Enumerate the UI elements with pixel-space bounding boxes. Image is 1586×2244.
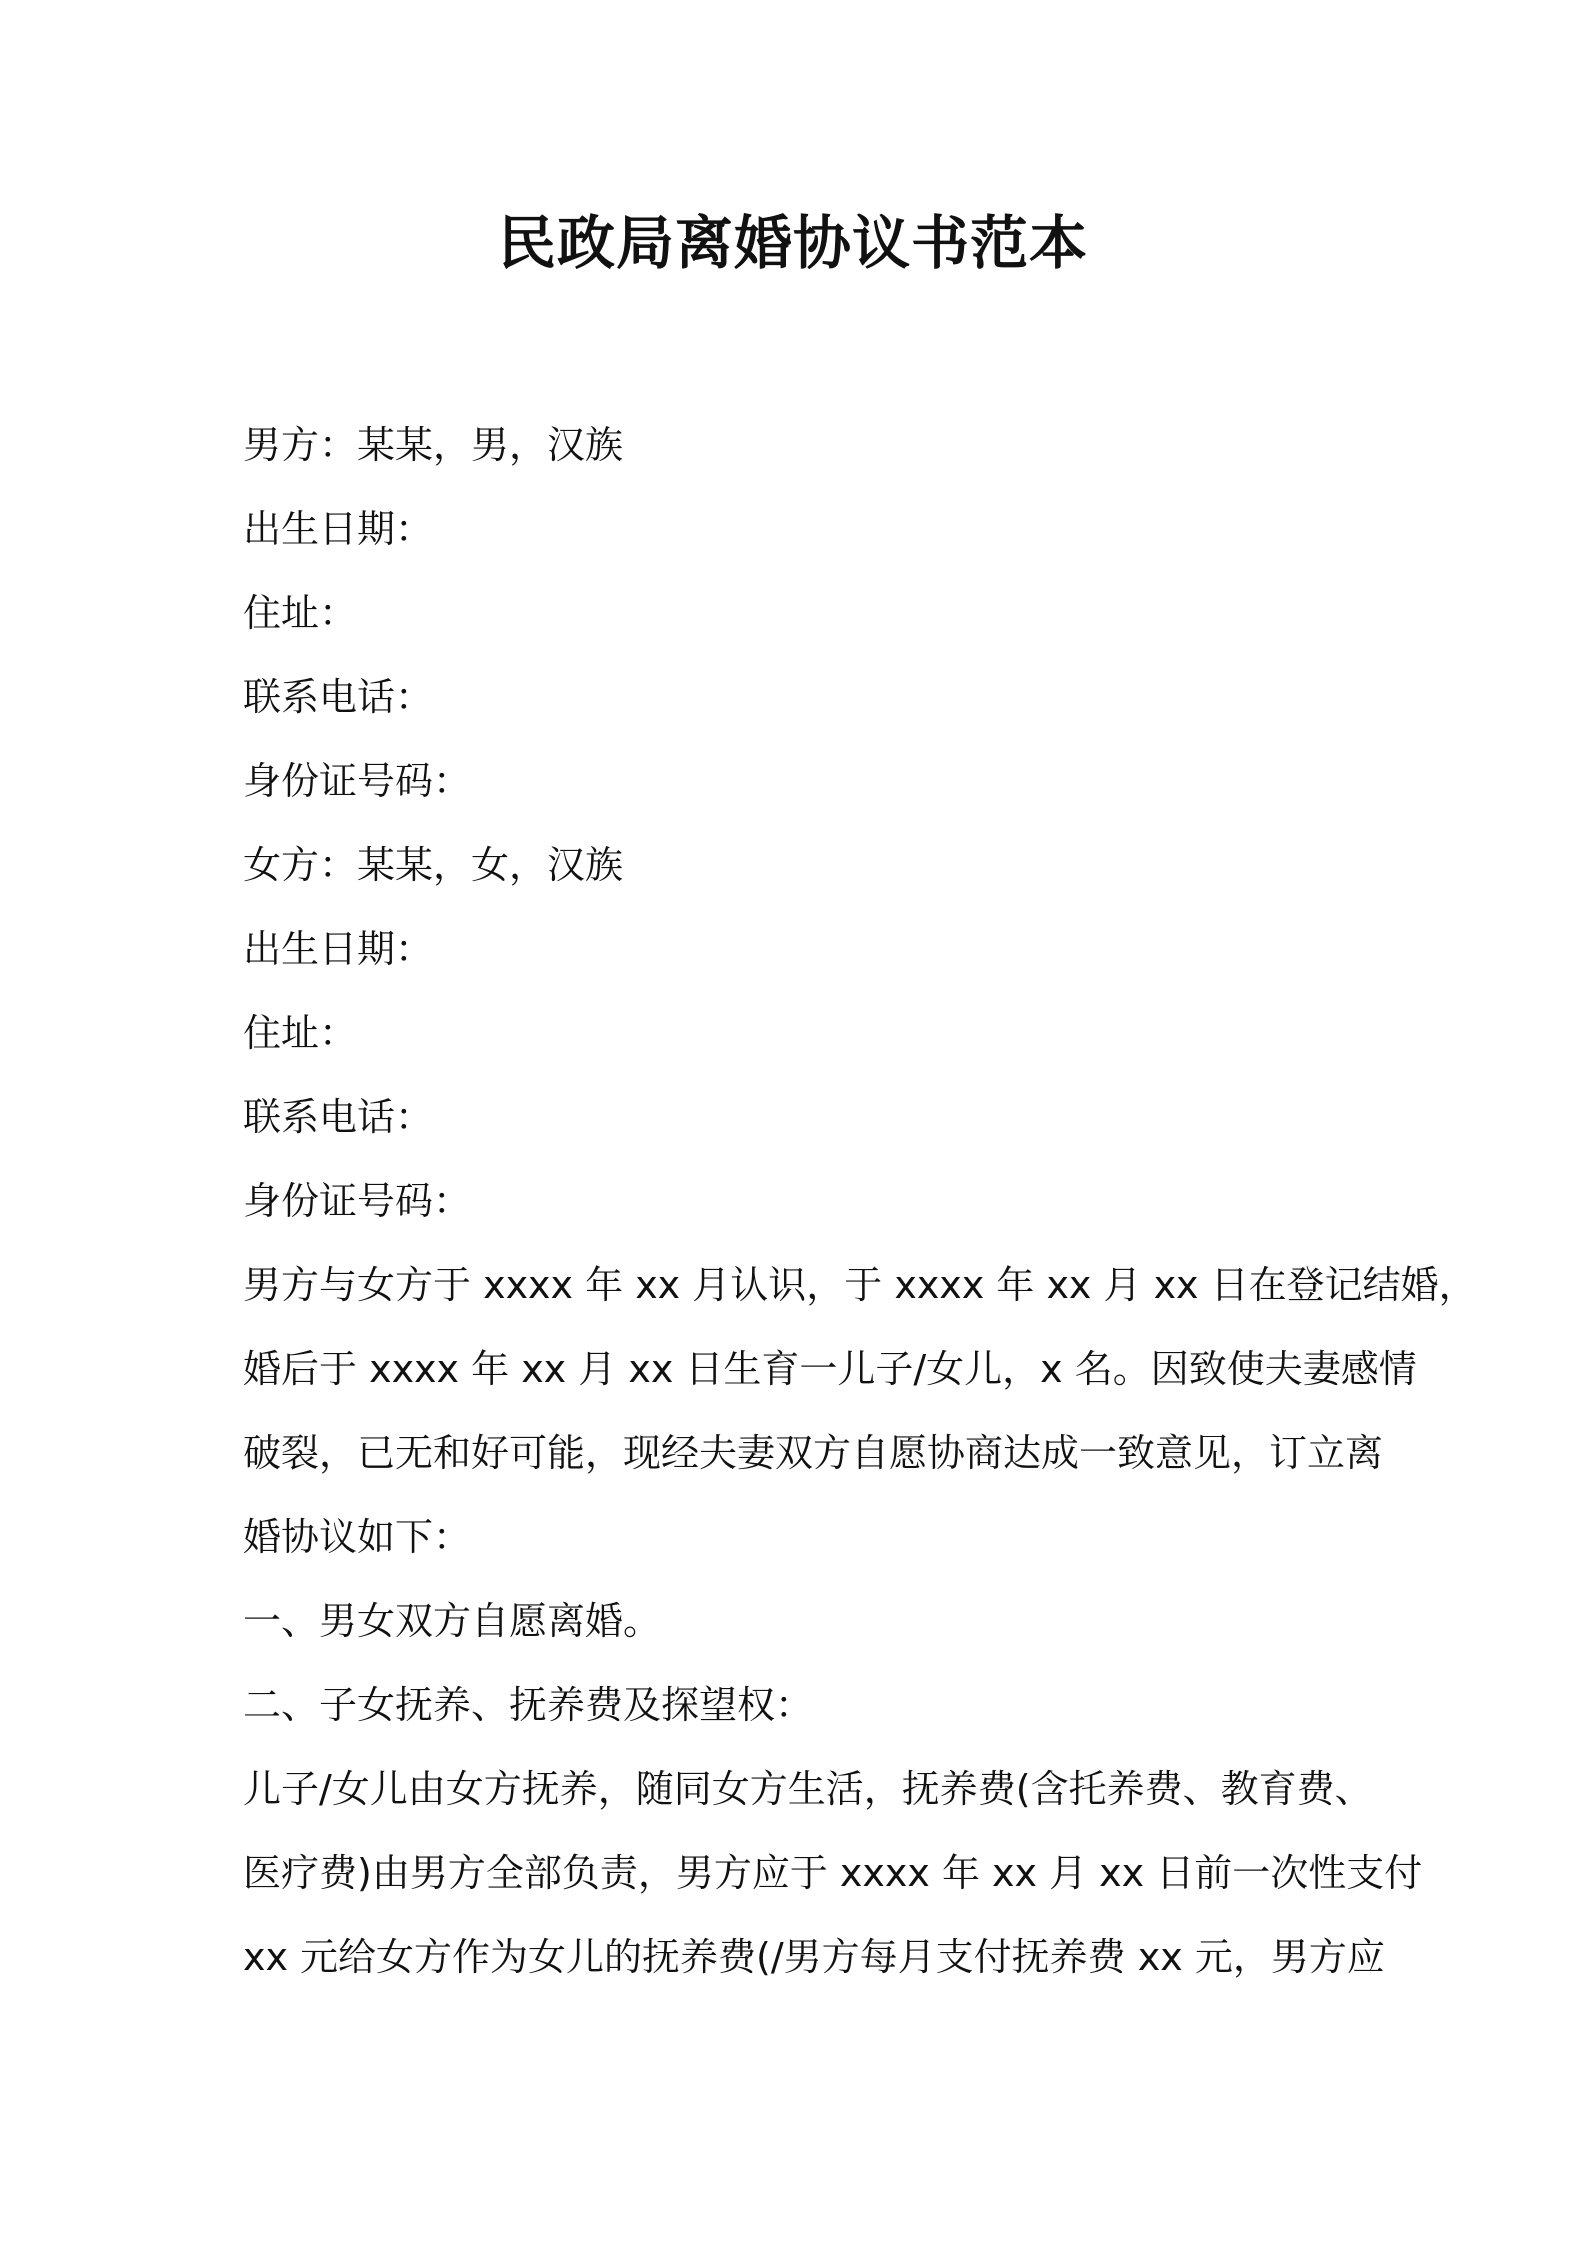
text-line: 身份证号码： (243, 759, 472, 803)
text-line: 出生日期： (243, 927, 434, 971)
text-line: 婚后于 xxxx 年 xx 月 xx 日生育一儿子/女儿，x 名。因致使夫妻感情 (243, 1347, 1417, 1391)
text-line: 出生日期： (243, 507, 434, 551)
document-title: 民政局离婚协议书范本 (497, 209, 1088, 277)
text-line: 一、男女双方自愿离婚。 (243, 1599, 662, 1643)
text-line: 住址： (243, 591, 358, 635)
text-line: 二、子女抚养、抚养费及探望权： (243, 1683, 814, 1727)
text-line: 身份证号码： (243, 1179, 472, 1223)
text-line: 联系电话： (243, 675, 434, 719)
text-line: xx 元给女方作为女儿的抚养费(/男方每月支付抚养费 xx 元，男方应 (243, 1935, 1385, 1979)
text-line: 女方：某某，女，汉族 (243, 843, 624, 887)
text-line: 住址： (243, 1011, 358, 1055)
text-line: 医疗费)由男方全部负责，男方应于 xxxx 年 xx 月 xx 日前一次性支付 (243, 1851, 1423, 1895)
text-line: 男方：某某，男，汉族 (243, 423, 624, 467)
text-line: 破裂，已无和好可能，现经夫妻双方自愿协商达成一致意见，订立离 (243, 1431, 1384, 1475)
text-line: 儿子/女儿由女方抚养，随同女方生活，抚养费(含托养费、教育费、 (243, 1767, 1373, 1811)
text-line: 婚协议如下： (243, 1515, 472, 1559)
document-body (243, 403, 1477, 1999)
text-line: 男方与女方于 xxxx 年 xx 月认识，于 xxxx 年 xx 月 xx 日在登记结婚， (243, 1263, 1477, 1307)
text-line: 联系电话： (243, 1095, 434, 1139)
